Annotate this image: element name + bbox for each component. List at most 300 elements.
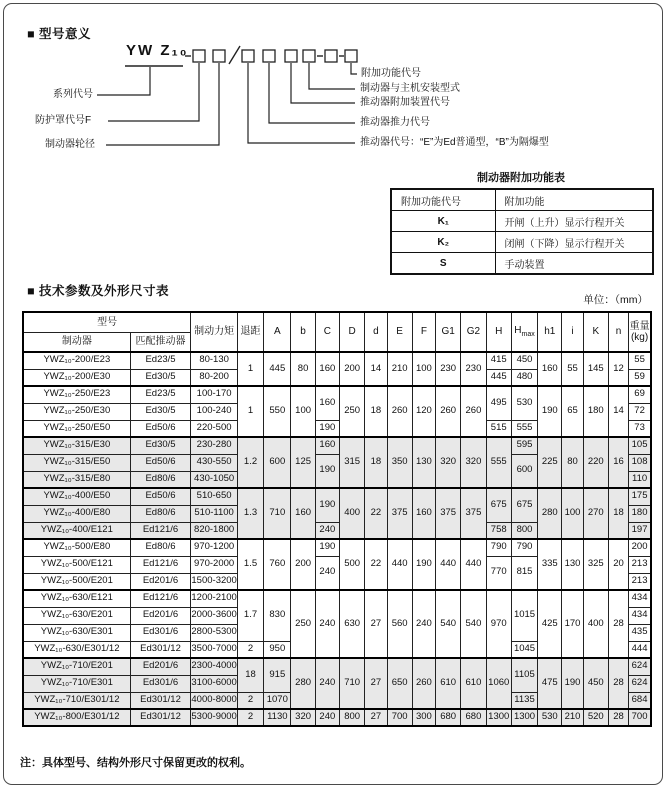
value-cell: Ed201/6 [130,573,191,590]
col-weight [629,312,651,352]
model-cell: YWZ₁₀-250/E23 [23,386,130,403]
connector-cover-code [108,63,199,121]
value-cell: 12 [608,352,628,386]
value-cell: 110 [629,471,651,488]
table-row [23,437,651,454]
value-cell: 434 [629,590,651,607]
value-cell: 100 [291,386,315,437]
table-row [23,386,651,403]
value-cell: 180 [629,505,651,522]
col-weight-line1: 重量 [629,320,650,332]
value-cell: 375 [436,488,461,539]
table-row [391,232,653,253]
value-cell: 14 [608,386,628,437]
table-row [23,590,651,607]
value-cell: 225 [538,437,562,488]
value-cell: 710 [339,658,364,709]
label-extra-function-code: 附加功能代号 [361,68,421,79]
value-cell: 80-200 [191,369,238,386]
value-cell: 108 [629,454,651,471]
main-table-body [23,352,651,726]
function-table-header-function: 附加功能 [495,189,653,211]
value-cell: Ed301/12 [130,641,191,658]
value-cell: 100-240 [191,403,238,420]
table-row [391,211,653,232]
value-cell: 500 [339,539,364,590]
value-cell: 73 [629,420,651,437]
value-cell: 1300 [511,709,537,726]
value-cell: 65 [562,386,583,437]
value-cell: 600 [264,437,291,488]
value-cell: 335 [538,539,562,590]
value-cell: Ed80/6 [130,505,191,522]
table-row [23,352,651,369]
model-code-box [303,50,315,62]
model-code-box [345,50,357,62]
section-title-model-meaning: ■ 型号意义 [27,27,92,41]
model-cell: YWZ₁₀-800/E301/12 [23,709,130,726]
label-thrust-code: 推动器推力代号 [360,117,430,128]
value-cell: 415 [486,352,511,369]
value-cell: 230 [461,352,486,386]
value-cell: 1135 [511,692,537,709]
value-cell: 315 [339,437,364,488]
value-cell: 28 [608,709,628,726]
function-code-cell: S [391,253,495,275]
label-series-code: 系列代号 [53,89,93,100]
value-cell: 120 [412,386,435,437]
value-cell: 213 [629,573,651,590]
value-cell: 434 [629,607,651,624]
value-cell: 675 [511,488,537,522]
value-cell: 3500-7000 [191,641,238,658]
model-cell: YWZ₁₀-500/E80 [23,539,130,556]
model-prefix-text: YW Z₁₀ [126,42,189,59]
value-cell: 400 [583,590,608,658]
value-cell: 325 [583,539,608,590]
value-cell: 560 [387,590,412,658]
value-cell: 27 [365,709,387,726]
value-cell: 1.7 [237,590,263,641]
model-cell: YWZ₁₀-630/E121 [23,590,130,607]
value-cell: 624 [629,658,651,675]
value-cell: 1 [237,352,263,386]
value-cell: 28 [608,590,628,658]
unit-label: 单位：（mm） [583,294,648,306]
value-cell: 125 [291,437,315,488]
value-cell: 190 [412,539,435,590]
value-cell: 770 [486,556,511,590]
value-cell: 130 [412,437,435,488]
value-cell: 59 [629,369,651,386]
value-cell: 684 [629,692,651,709]
value-cell: 20 [608,539,628,590]
value-cell: Ed30/5 [130,403,191,420]
value-cell: 80-130 [191,352,238,369]
value-cell: 160 [315,352,339,386]
table-row [23,488,651,505]
function-desc-cell: 开闸（上升）显示行程开关 [495,211,653,232]
value-cell: 18 [237,658,263,692]
value-cell: 200 [629,539,651,556]
value-cell: 27 [365,658,387,709]
value-cell: 213 [629,556,651,573]
value-cell: 1070 [264,692,291,709]
value-cell: 100-170 [191,386,238,403]
value-cell: 210 [387,352,412,386]
value-cell: 270 [583,488,608,539]
value-cell: 200 [291,539,315,590]
footnote: 注：具体型号、结构外形尺寸保留更改的权利。 [20,757,251,769]
value-cell: 400 [339,488,364,539]
value-cell: Ed50/6 [130,420,191,437]
value-cell: 230 [436,352,461,386]
value-cell: 700 [387,709,412,726]
value-cell: 240 [315,658,339,709]
col-G1: G1 [436,312,461,352]
value-cell: 915 [264,658,291,692]
value-cell: 4000-8000 [191,692,238,709]
col-h1: h1 [538,312,562,352]
value-cell: 130 [562,539,583,590]
model-cell: YWZ₁₀-500/E121 [23,556,130,573]
label-mounting-type: 制动器与主机安装型式 [360,83,460,94]
model-cell: YWZ₁₀-630/E301/12 [23,641,130,658]
value-cell: 180 [583,386,608,437]
value-cell: 1015 [511,590,537,641]
value-cell: 1045 [511,641,537,658]
col-retreat-gap: 退距 [237,312,263,352]
value-cell: 1200-2100 [191,590,238,607]
value-cell: 680 [436,709,461,726]
table-row [23,658,651,675]
value-cell: 680 [461,709,486,726]
value-cell: 430-550 [191,454,238,471]
value-cell: 240 [412,590,435,658]
value-cell: 5300-9000 [191,709,238,726]
model-cell: YWZ₁₀-710/E301/12 [23,692,130,709]
model-code-box [193,50,205,62]
value-cell: 1 [237,386,263,437]
col-E: E [387,312,412,352]
value-cell: 430-1050 [191,471,238,488]
value-cell: 100 [562,488,583,539]
col-C: C [315,312,339,352]
value-cell: 800 [339,709,364,726]
value-cell: 240 [315,709,339,726]
value-cell: 260 [461,386,486,437]
value-cell: 510-1100 [191,505,238,522]
value-cell: 230-280 [191,437,238,454]
value-cell: 1105 [511,658,537,692]
function-table-header-code: 附加功能代号 [391,189,495,211]
value-cell: 145 [583,352,608,386]
model-cell: YWZ₁₀-630/E201 [23,607,130,624]
value-cell: 280 [291,658,315,709]
value-cell: 475 [538,658,562,709]
value-cell: Ed50/6 [130,454,191,471]
value-cell: 610 [436,658,461,709]
value-cell: 515 [486,420,511,437]
col-i: i [562,312,583,352]
model-diagram-lines [0,0,666,170]
value-cell: 250 [339,386,364,437]
label-wheel-diameter: 制动器轮径 [45,139,95,150]
value-cell: 18 [608,488,628,539]
value-cell: 28 [608,658,628,709]
header-row-1 [23,312,651,332]
col-A: A [264,312,291,352]
model-cell: YWZ₁₀-315/E30 [23,437,130,454]
value-cell: Ed201/6 [130,658,191,675]
value-cell: 2800-5300 [191,624,238,641]
value-cell: Ed23/5 [130,352,191,369]
connector-thrust-code [269,63,355,123]
col-G2: G2 [461,312,486,352]
col-braking-torque: 制动力矩 [191,312,238,352]
value-cell: 320 [291,709,315,726]
col-H: H [486,312,511,352]
main-table [22,311,652,727]
value-cell: 820-1800 [191,522,238,539]
col-weight-line2: (kg) [630,332,649,343]
value-cell: 425 [538,590,562,658]
value-cell: Ed301/6 [130,624,191,641]
model-cell: YWZ₁₀-400/E121 [23,522,130,539]
value-cell: 800 [511,522,537,539]
model-code-box [242,50,254,62]
value-cell: 440 [461,539,486,590]
col-n: n [608,312,628,352]
model-code-diagram [0,0,666,170]
value-cell: 100 [412,352,435,386]
value-cell: 55 [629,352,651,369]
value-cell: 550 [264,386,291,437]
value-cell: 2 [237,709,263,726]
value-cell: 72 [629,403,651,420]
value-cell: 320 [461,437,486,488]
value-cell: Ed121/6 [130,590,191,607]
table-row [23,539,651,556]
value-cell: Ed201/6 [130,607,191,624]
value-cell: 14 [365,352,387,386]
value-cell: 1.5 [237,539,263,590]
value-cell: Ed301/12 [130,692,191,709]
value-cell: 830 [264,590,291,641]
value-cell: 375 [387,488,412,539]
value-cell: 790 [511,539,537,556]
col-F: F [412,312,435,352]
value-cell: 950 [264,641,291,658]
value-cell: Ed121/6 [130,556,191,573]
value-cell: 80 [562,437,583,488]
value-cell: 530 [538,709,562,726]
value-cell: 55 [562,352,583,386]
value-cell: 2000-3600 [191,607,238,624]
col-Hmax-sub: max [521,330,535,338]
col-model: 型号 [23,312,191,332]
value-cell: 630 [339,590,364,658]
model-code-box [213,50,225,62]
value-cell: 445 [264,352,291,386]
value-cell: 69 [629,386,651,403]
value-cell: 197 [629,522,651,539]
section-title-parameters: ■ 技术参数及外形尺寸表 [27,284,170,298]
value-cell: 200 [339,352,364,386]
value-cell: 450 [511,352,537,369]
label-thruster-code: 推动器代号：“E”为Ed普通型，“B”为隔爆型 [360,137,549,148]
value-cell: 450 [583,658,608,709]
value-cell: 160 [412,488,435,539]
col-D: D [339,312,364,352]
value-cell: 80 [291,352,315,386]
function-desc-cell: 手动装置 [495,253,653,275]
slash-separator [229,46,240,64]
value-cell: Ed23/5 [130,386,191,403]
value-cell: 375 [461,488,486,539]
model-code-box [325,50,337,62]
label-cover-code: 防护罩代号F [35,115,92,126]
value-cell: 650 [387,658,412,709]
value-cell: 175 [629,488,651,505]
function-code-cell: K₂ [391,232,495,253]
value-cell: 250 [291,590,315,658]
value-cell: Ed301/12 [130,709,191,726]
value-cell: Ed50/6 [130,488,191,505]
model-cell: YWZ₁₀-710/E201 [23,658,130,675]
connector-extra-function [351,63,357,74]
value-cell: 260 [412,658,435,709]
function-table-header-row [391,189,653,211]
value-cell: 540 [461,590,486,658]
connector-wheel-diameter [106,63,219,145]
main-table-head [23,312,651,352]
value-cell: 260 [387,386,412,437]
value-cell: 440 [436,539,461,590]
value-cell: 540 [436,590,461,658]
col-K: K [583,312,608,352]
value-cell: 555 [486,437,511,488]
value-cell: 675 [486,488,511,522]
value-cell: 190 [315,454,339,488]
value-cell: 2 [237,641,263,658]
value-cell: 280 [538,488,562,539]
value-cell: 22 [365,539,387,590]
col-Hmax-base: H [514,324,522,336]
value-cell: Ed30/5 [130,437,191,454]
value-cell: 160 [315,437,339,454]
value-cell: 1060 [486,658,511,709]
value-cell: 3100-6000 [191,675,238,692]
model-cell: YWZ₁₀-710/E301 [23,675,130,692]
value-cell: 520 [583,709,608,726]
value-cell: 1500-3200 [191,573,238,590]
value-cell: 18 [365,386,387,437]
model-cell: YWZ₁₀-630/E301 [23,624,130,641]
value-cell: 320 [436,437,461,488]
function-table-title: 制动器附加功能表 [477,172,565,184]
value-cell: 240 [315,522,339,539]
value-cell: 445 [486,369,511,386]
function-table [390,188,654,275]
value-cell: 190 [315,420,339,437]
model-cell: YWZ₁₀-200/E23 [23,352,130,369]
value-cell: 105 [629,437,651,454]
value-cell: 350 [387,437,412,488]
value-cell: 815 [511,556,537,590]
connector-thruster-attachment [291,63,355,103]
value-cell: 1.2 [237,437,263,488]
value-cell: 210 [562,709,583,726]
value-cell: Ed121/6 [130,522,191,539]
col-brake: 制动器 [23,332,130,352]
col-Hmax [511,312,537,352]
model-cell: YWZ₁₀-400/E50 [23,488,130,505]
value-cell: 160 [291,488,315,539]
value-cell: 530 [511,386,537,420]
value-cell: 190 [562,658,583,709]
function-code-cell: K₁ [391,211,495,232]
value-cell: Ed30/5 [130,369,191,386]
label-thruster-attachment-code: 推动器附加装置代号 [360,97,450,108]
col-d: d [365,312,387,352]
value-cell: 600 [511,454,537,488]
value-cell: 435 [629,624,651,641]
value-cell: 170 [562,590,583,658]
value-cell: 1130 [264,709,291,726]
value-cell: 790 [486,539,511,556]
value-cell: 240 [315,590,339,658]
value-cell: 758 [486,522,511,539]
value-cell: 190 [315,488,339,522]
value-cell: Ed301/6 [130,675,191,692]
value-cell: 190 [538,386,562,437]
col-b: b [291,312,315,352]
value-cell: 624 [629,675,651,692]
model-cell: YWZ₁₀-200/E30 [23,369,130,386]
model-cell: YWZ₁₀-250/E30 [23,403,130,420]
value-cell: 555 [511,420,537,437]
value-cell: 710 [264,488,291,539]
model-cell: YWZ₁₀-500/E201 [23,573,130,590]
value-cell: 1300 [486,709,511,726]
value-cell: 300 [412,709,435,726]
value-cell: 220 [583,437,608,488]
model-cell: YWZ₁₀-400/E80 [23,505,130,522]
value-cell: 2300-4000 [191,658,238,675]
value-cell: 160 [315,386,339,420]
value-cell: 970 [486,590,511,658]
value-cell: 16 [608,437,628,488]
value-cell: 495 [486,386,511,420]
model-code-box [263,50,275,62]
value-cell: 27 [365,590,387,658]
value-cell: 595 [511,437,537,454]
value-cell: 700 [629,709,651,726]
value-cell: 18 [365,437,387,488]
value-cell: 970-2000 [191,556,238,573]
value-cell: 22 [365,488,387,539]
value-cell: 1.3 [237,488,263,539]
function-desc-cell: 闭闸（下降）显示行程开关 [495,232,653,253]
value-cell: 160 [538,352,562,386]
value-cell: 440 [387,539,412,590]
value-cell: 970-1200 [191,539,238,556]
value-cell: 444 [629,641,651,658]
model-cell: YWZ₁₀-250/E50 [23,420,130,437]
value-cell: 220-500 [191,420,238,437]
table-row [391,253,653,275]
